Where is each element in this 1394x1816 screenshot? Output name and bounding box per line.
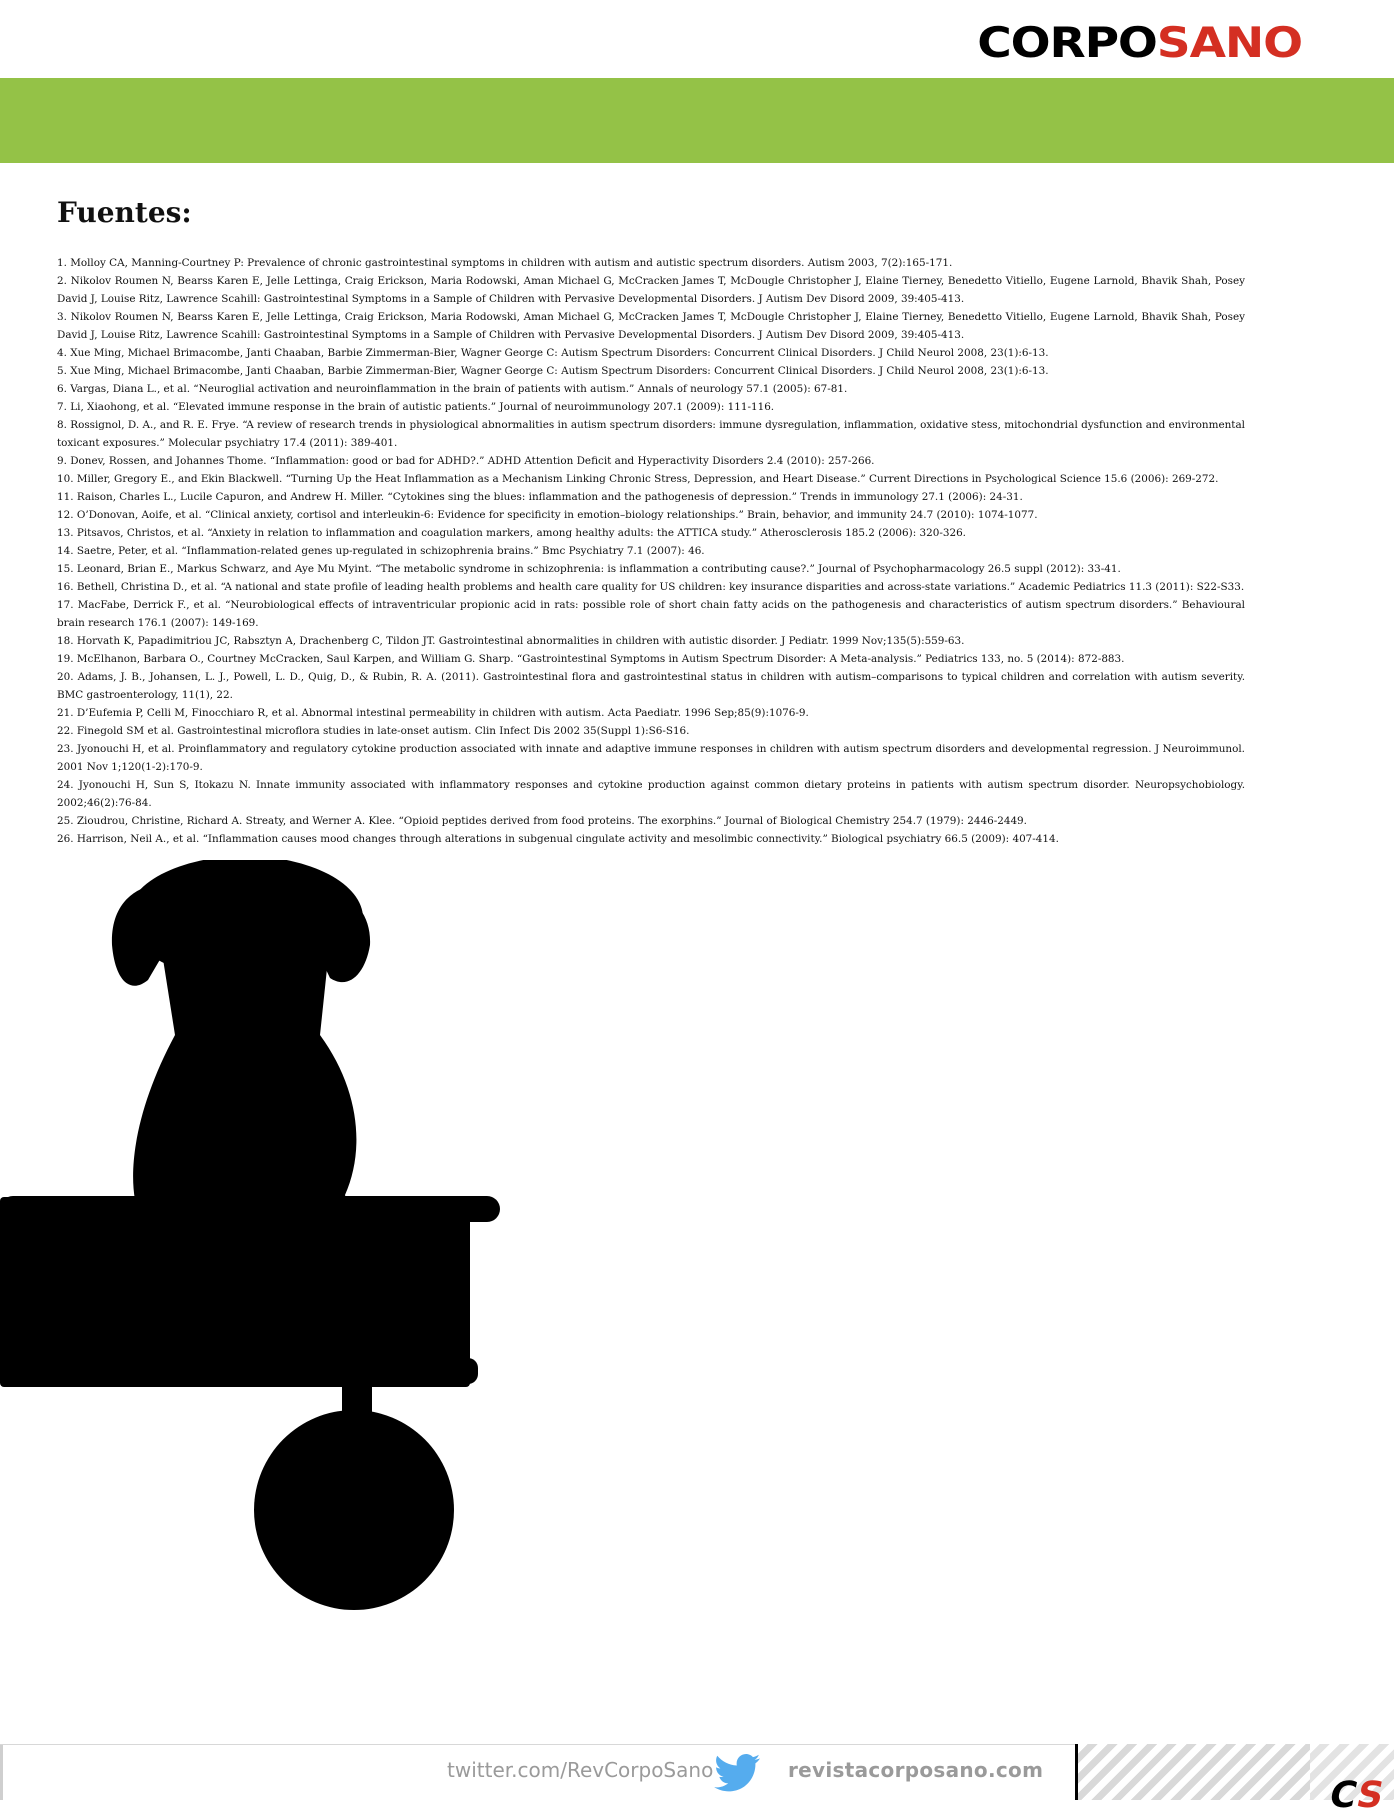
cs-logo <box>1325 1775 1388 1816</box>
reference-item: 2. Nikolov Roumen N, Bearss Karen E, Jelle Lettinga, Craig Erickson, Maria Rodowski, Aman Michael G, McCracken James T, McDougle Christopher J, Elaine Tierney, Benedetto Vitiello, Eugene Larnold, Bhavik Shah, Posey David J, Louise Ritz, Lawrence Scahill: Gastrointestinal Symptoms in a Sample of Children with Pervasive Developmental Disorders. J Autism Dev Disord 2009, 39:405-413. <box>57 275 1245 305</box>
reference-item: 4. Xue Ming, Michael Brimacombe, Janti Chaaban, Barbie Zimmerman-Bier, Wagner George C: Autism Spectrum Disorders: Concurrent Clinical Disorders. J Child Neurol 2008, 23(1):6-13. <box>57 347 1049 359</box>
reference-item: 20. Adams, J. B., Johansen, L. J., Powell, L. D., Quig, D., & Rubin, R. A. (2011). Gastrointestinal flora and gastrointestinal status in children with autism–comparisons to typical children and correlation with autism severity. BMC gastroenterology, 11(1), 22. <box>57 671 1245 701</box>
reference-item: 16. Bethell, Christina D., et al. “A national and state profile of leading health problems and health care quality for US children: key insurance disparities and across-state variations.” Academic Pediatrics 11.3 (2011): S22-S33. <box>57 581 1245 593</box>
footer-left-edge <box>0 1745 3 1800</box>
page-title: Fuentes: <box>57 196 192 229</box>
reference-item: 22. Finegold SM et al. Gastrointestinal microflora studies in late-onset autism. Clin Infect Dis 2002 35(Suppl 1):S6-S16. <box>57 725 690 737</box>
reference-item: 14. Saetre, Peter, et al. “Inflammation-related genes up-regulated in schizophrenia brains.” Bmc Psychiatry 7.1 (2007): 46. <box>57 545 705 557</box>
reference-item: 19. McElhanon, Barbara O., Courtney McCracken, Saul Karpen, and William G. Sharp. “Gastrointestinal Symptoms in Autism Spectrum Disorder: A Meta-analysis.” Pediatrics 133, no. 5 (2014): 872-883. <box>57 653 1125 665</box>
reference-item: 25. Zioudrou, Christine, Richard A. Streaty, and Werner A. Klee. “Opioid peptides derived from food proteins. The exorphins.” Journal of Biological Chemistry 254.7 (1979): 2446-2449. <box>57 815 1027 827</box>
reference-item: 15. Leonard, Brian E., Markus Schwarz, and Aye Mu Myint. “The metabolic syndrome in schizophrenia: is inflammation a contributing cause?.” Journal of Psychopharmacology 26.5 suppl (2012): 33-41. <box>57 563 1121 575</box>
reference-item: 6. Vargas, Diana L., et al. “Neuroglial activation and neuroinflammation in the brain of patients with autism.” Annals of neurology 57.1 (2005): 67-81. <box>57 383 848 395</box>
reference-item: 13. Pitsavos, Christos, et al. “Anxiety in relation to inflammation and coagulation markers, among healthy adults: the ATTICA study.” Atherosclerosis 185.2 (2006): 320-326. <box>57 527 966 539</box>
twitter-handle-link[interactable]: twitter.com/RevCorpoSano <box>447 1758 714 1782</box>
reference-item: 21. D’Eufemia P, Celli M, Finocchiaro R, et al. Abnormal intestinal permeability in children with autism. Acta Paediatr. 1996 Sep;85(9):1076-9. <box>57 707 809 719</box>
reference-item: 8. Rossignol, D. A., and R. E. Frye. “A review of research trends in physiological abnormalities in autism spectrum disorders: immune dysregulation, inflammation, oxidative stess, mitochondrial dysfunction and environmental toxicant exposures.” Molecular psychiatry 17.4 (2011): 389-401. <box>57 419 1245 449</box>
twitter-bird-icon[interactable] <box>714 1753 760 1793</box>
cs-logo-c: C <box>1325 1775 1362 1816</box>
reference-item: 17. MacFabe, Derrick F., et al. “Neurobiological effects of intraventricular propionic acid in rats: possible role of short chain fatty acids on the pathogenesis and characteristics of autism spectrum disorders.” Behavioural brain research 176.1 (2007): 149-169. <box>57 599 1245 629</box>
dog-on-cart-illustration <box>0 860 510 1620</box>
cs-logo-s: S <box>1352 1775 1388 1816</box>
reference-item: 24. Jyonouchi H, Sun S, Itokazu N. Innate immunity associated with inflammatory responses and cytokine production against common dietary proteins in patients with autism spectrum disorder. Neuropsychobiology. 2002;46(2):76-84. <box>57 779 1245 809</box>
corposano-logo <box>977 18 1302 67</box>
reference-item: 1. Molloy CA, Manning-Courtney P: Prevalence of chronic gastrointestinal symptoms in children with autism and autistic spectrum disorders. Autism 2003, 7(2):165-171. <box>57 257 953 269</box>
references-list <box>57 254 1245 848</box>
header-green-band <box>0 78 1394 163</box>
logo-part-sano: SANO <box>1156 18 1302 67</box>
reference-item: 23. Jyonouchi H, et al. Proinflammatory and regulatory cytokine production associated with innate and adaptive immune responses in children with autism spectrum disorders and developmental regression. J Neuroimmunol. 2001 Nov 1;120(1-2):170-9. <box>57 743 1245 773</box>
reference-item: 7. Li, Xiaohong, et al. “Elevated immune response in the brain of autistic patients.” Journal of neuroimmunology 207.1 (2009): 111-116. <box>57 401 775 413</box>
reference-item: 3. Nikolov Roumen N, Bearss Karen E, Jelle Lettinga, Craig Erickson, Maria Rodowski, Aman Michael G, McCracken James T, McDougle Christopher J, Elaine Tierney, Benedetto Vitiello, Eugene Larnold, Bhavik Shah, Posey David J, Louise Ritz, Lawrence Scahill: Gastrointestinal Symptoms in a Sample of Children with Pervasive Developmental Disorders. J Autism Dev Disord 2009, 39:405-413. <box>57 311 1245 341</box>
reference-item: 10. Miller, Gregory E., and Ekin Blackwell. “Turning Up the Heat Inflammation as a Mechanism Linking Chronic Stress, Depression, and Heart Disease.” Current Directions in Psychological Science 15.6 (2006): 269-272. <box>57 473 1219 485</box>
footer-stripe-panel <box>1075 1744 1313 1800</box>
logo-part-corpo: CORPO <box>977 18 1157 67</box>
reference-item: 12. O’Donovan, Aoife, et al. “Clinical anxiety, cortisol and interleukin-6: Evidence for specificity in emotion–biology relationships.” Brain, behavior, and immunity 24.7 (2010): 1074-1077. <box>57 509 1038 521</box>
reference-item: 5. Xue Ming, Michael Brimacombe, Janti Chaaban, Barbie Zimmerman-Bier, Wagner George C: Autism Spectrum Disorders: Concurrent Clinical Disorders. J Child Neurol 2008, 23(1):6-13. <box>57 365 1049 377</box>
reference-item: 9. Donev, Rossen, and Johannes Thome. “Inflammation: good or bad for ADHD?.” ADHD Attention Deficit and Hyperactivity Disorders 2.4 (2010): 257-266. <box>57 455 875 467</box>
reference-item: 26. Harrison, Neil A., et al. “Inflammation causes mood changes through alterations in subgenual cingulate activity and mesolimbic connectivity.” Biological psychiatry 66.5 (2009): 407-414. <box>57 833 1059 845</box>
reference-item: 18. Horvath K, Papadimitriou JC, Rabsztyn A, Drachenberg C, Tildon JT. Gastrointestinal abnormalities in children with autistic disorder. J Pediatr. 1999 Nov;135(5):559-63. <box>57 635 965 647</box>
reference-item: 11. Raison, Charles L., Lucile Capuron, and Andrew H. Miller. “Cytokines sing the blues: inflammation and the pathogenesis of depression.” Trends in immunology 27.1 (2006): 24-31. <box>57 491 1023 503</box>
website-link[interactable]: revistacorposano.com <box>788 1758 1044 1782</box>
